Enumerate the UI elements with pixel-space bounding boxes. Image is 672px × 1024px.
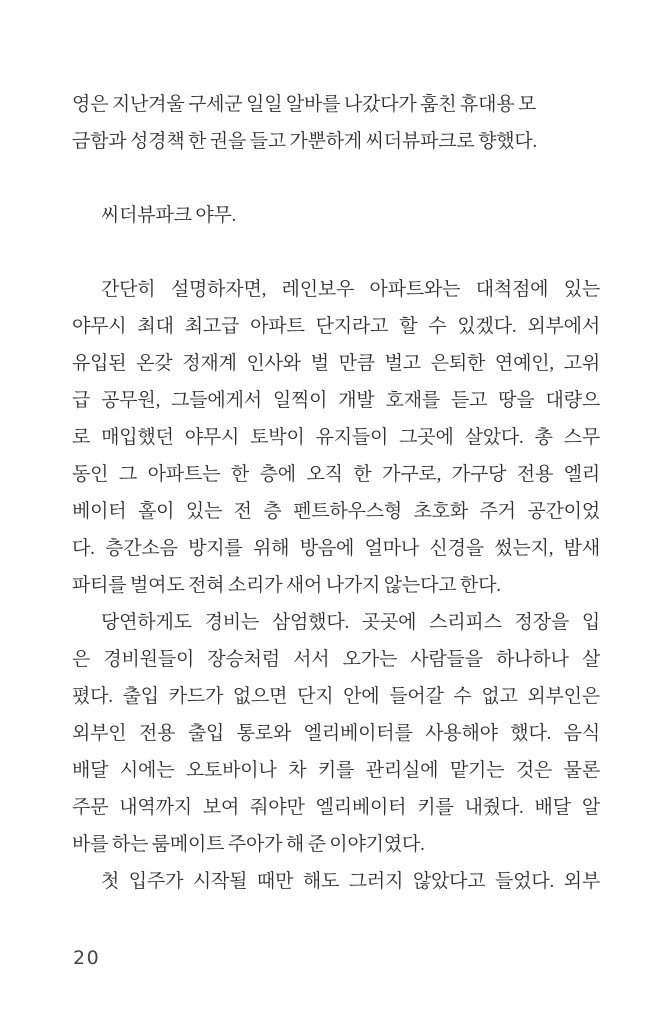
text-line: 씨더뷰파크 야무. <box>101 205 237 226</box>
text-line: 베이터 홀이 있는 전 층 펜트하우스형 초호화 주거 공간이었 <box>72 501 600 522</box>
text-line: 주문 내역까지 보여 줘야만 엘리베이터 키를 내줬다. 배달 알 <box>72 797 600 818</box>
text-line: 급 공무원, 그들에게서 일찍이 개발 호재를 듣고 땅을 대량으 <box>72 390 600 411</box>
text-line: 외부인 전용 출입 통로와 엘리베이터를 사용해야 했다. 음식 <box>72 723 600 744</box>
text-line: 배달 시에는 오토바이나 차 키를 관리실에 맡기는 것은 물론 <box>72 760 600 781</box>
paragraph-spacer <box>72 234 600 271</box>
text-line: 야무시 최대 최고급 아파트 단지라고 할 수 있겠다. 외부에서 <box>72 316 600 337</box>
text-line: 파티를 벌여도 전혀 소리가 새어 나가지 않는다고 한다. <box>72 575 501 596</box>
text-line: 동인 그 아파트는 한 층에 오직 한 가구로, 가구당 전용 엘리 <box>72 464 600 485</box>
text-line: 로 매입했던 야무시 토박이 유지들이 그곳에 살았다. 총 스무 <box>72 427 600 448</box>
text-line: 첫 입주가 시작될 때만 해도 그러지 않았다고 들었다. 외부 <box>101 871 600 892</box>
text-line: 당연하게도 경비는 삼엄했다. 곳곳에 스리피스 정장을 입 <box>101 612 600 633</box>
text-column <box>72 86 600 900</box>
paragraph-spacer <box>72 160 600 197</box>
text-line: 간단히 설명하자면, 레인보우 아파트와는 대척점에 있는 <box>101 279 600 300</box>
page-number: 20 <box>73 947 101 969</box>
text-line: 은 경비원들이 장승처럼 서서 오가는 사람들을 하나하나 살 <box>72 649 600 670</box>
text-line: 영은 지난겨울 구세군 일일 알바를 나갔다가 훔친 휴대용 모 <box>72 94 537 115</box>
text-line: 폈다. 출입 카드가 없으면 단지 안에 들어갈 수 없고 외부인은 <box>72 686 600 707</box>
text-line: 바를 하는 룸메이트 주아가 해 준 이야기였다. <box>72 834 425 855</box>
text-line: 다. 층간소음 방지를 위해 방음에 얼마나 신경을 썼는지, 밤새 <box>72 538 600 559</box>
text-line: 유입된 온갖 정재계 인사와 벌 만큼 벌고 은퇴한 연예인, 고위 <box>72 353 600 374</box>
text-line: 금함과 성경책 한 권을 들고 가뿐하게 씨더뷰파크로 향했다. <box>72 131 538 152</box>
